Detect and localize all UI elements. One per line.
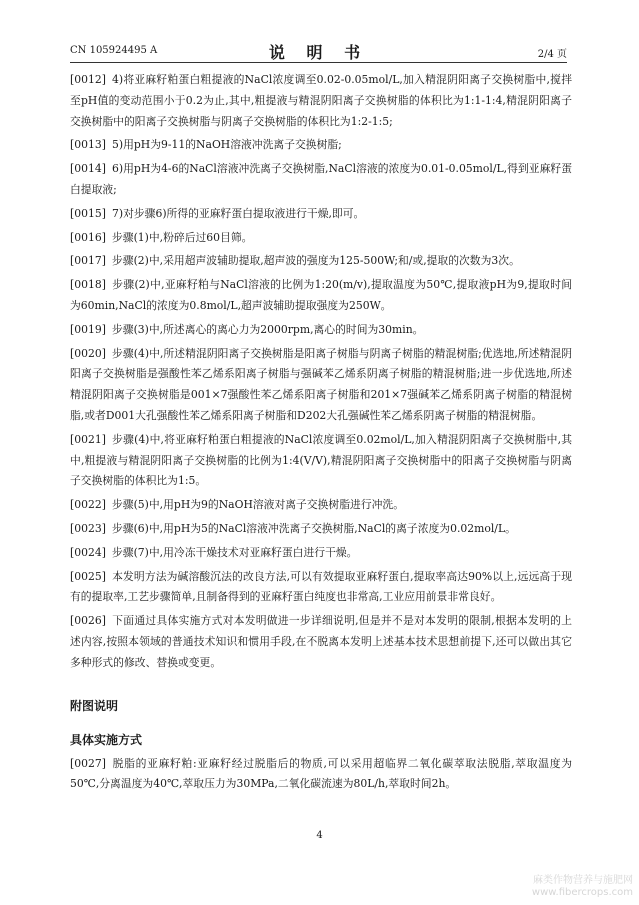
- watermark-line-1: 麻类作物营养与施肥网: [533, 875, 633, 886]
- paragraph: [70, 543, 572, 564]
- paragraph-text: 步骤(7)中,用冷冻干燥技术对亚麻籽蛋白进行干燥。: [112, 545, 358, 559]
- paragraph-number: [0024]: [70, 545, 106, 559]
- paragraph-number: [0018]: [70, 278, 106, 292]
- paragraph: [70, 251, 572, 272]
- section-heading-embodiments: 具体实施方式: [70, 732, 143, 747]
- paragraph-text: 7)对步骤6)所得的亚麻籽蛋白提取液进行干燥,即可。: [112, 206, 365, 220]
- paragraph: [70, 275, 572, 317]
- paragraph-number: [0016]: [70, 230, 106, 244]
- document-title: 说 明 书: [268, 43, 369, 62]
- paragraph-number: [0013]: [70, 138, 106, 152]
- document-body: [70, 70, 572, 798]
- paragraph: [70, 754, 572, 796]
- paragraph-number: [0022]: [70, 498, 106, 512]
- paragraph-number: [0025]: [70, 569, 106, 583]
- paragraph-number: [0019]: [70, 322, 106, 336]
- paragraph-text: 4)将亚麻籽粕蛋白粗提液的NaCl浓度调至0.02-0.05mol/L,加入精混阴阳离子交换树脂中,搅拌至pH值的变动范围小于0.2为止,其中,粗提液与精混阴阳离子交换树脂的体积比为1:1-1:4,精混阴阳离子交换树脂中的阳离子交换树脂与阴离子交换树脂的体积比为1:2-1:5;: [70, 73, 572, 128]
- paragraph-number: [0015]: [70, 206, 106, 220]
- paragraph: [70, 430, 572, 492]
- paragraph: [70, 320, 572, 341]
- watermark: [532, 875, 633, 899]
- paragraph-text: 步骤(3)中,所述离心的离心力为2000rpm,离心的时间为30min。: [112, 322, 424, 336]
- paragraph: [70, 135, 572, 156]
- paragraphs-block-a: [70, 70, 572, 674]
- paragraph-text: 下面通过具体实施方式对本发明做进一步详细说明,但是并不是对本发明的限制,根据本发明的上述内容,按照本领域的普通技术知识和惯用手段,在不脱离本发明上述基本技术思想前提下,还可以做出其它多种形式的修改、替换或变更。: [70, 614, 572, 669]
- paragraph-number: [0017]: [70, 254, 106, 268]
- section-heading-figures: 附图说明: [70, 698, 119, 713]
- paragraph: [70, 228, 572, 249]
- paragraph: [70, 567, 572, 609]
- paragraph: [70, 204, 572, 225]
- watermark-line-2: www.fibercrops.com: [531, 887, 633, 898]
- paragraphs-block-b: [70, 754, 572, 796]
- paragraph-number: [0021]: [70, 432, 106, 446]
- page-header: [70, 40, 567, 62]
- paragraph: [70, 70, 572, 132]
- paragraph: [70, 611, 572, 673]
- paragraph: [70, 344, 572, 427]
- paragraph: [70, 495, 572, 516]
- paragraph-text: 5)用pH为9-11的NaOH溶液冲洗离子交换树脂;: [112, 138, 342, 152]
- paragraph-number: [0012]: [70, 73, 106, 86]
- paragraph-text: 脱脂的亚麻籽粕:亚麻籽经过脱脂后的物质,可以采用超临界二氧化碳萃取法脱脂,萃取温度为50℃,分离温度为40℃,萃取压力为30MPa,二氧化碳流速为80L/h,萃取时间2h。: [70, 756, 572, 791]
- page-count: 2/4 页: [537, 49, 567, 60]
- header-divider: [70, 62, 567, 63]
- paragraph: [70, 159, 572, 201]
- paragraph-text: 步骤(2)中,亚麻籽粕与NaCl溶液的比例为1:20(m/v),提取温度为50℃,提取液pH为9,提取时间为60min,NaCl的浓度为0.8mol/L,超声波辅助提取强度为250W。: [70, 278, 572, 312]
- paragraph-number: [0023]: [70, 521, 106, 535]
- paragraph-text: 步骤(4)中,所述精混阴阳离子交换树脂是阳离子树脂与阴离子树脂的精混树脂;优选地,所述精混阴阳离子交换树脂是强酸性苯乙烯系阳离子树脂与强碱苯乙烯系阴离子树脂的精混树脂;进一步优选地,所述精混阴阳离子交换树脂是001×7强酸性苯乙烯系阳离子树脂和201×7强碱苯乙烯系阴离子树脂的精混树脂,或者D001大孔强酸性苯乙烯系阳离子树脂和D202大孔强碱性苯乙烯系阴离子树脂的精混树脂。: [70, 346, 572, 422]
- paragraph-text: 6)用pH为4-6的NaCl溶液冲洗离子交换树脂,NaCl溶液的浓度为0.01-0.05mol/L,得到亚麻籽蛋白提取液;: [70, 162, 572, 196]
- publication-number: CN 105924495 A: [70, 45, 158, 56]
- paragraph-number: [0026]: [70, 614, 106, 628]
- paragraph: [70, 519, 572, 540]
- paragraph-text: 步骤(5)中,用pH为9的NaOH溶液对离子交换树脂进行冲洗。: [112, 498, 405, 512]
- paragraph-text: 步骤(4)中,将亚麻籽粕蛋白粗提液的NaCl浓度调至0.02mol/L,加入精混阴阳离子交换树脂中,其中,粗提液与精混阴阳离子交换树脂的比例为1:4(V/V),精混阴阳离子交换树脂中的阳离子交换树脂与阴离子交换树脂的体积比为1:5。: [70, 432, 572, 488]
- paragraph-number: [0020]: [70, 346, 106, 360]
- paragraph-text: 步骤(6)中,用pH为5的NaCl溶液冲洗离子交换树脂,NaCl的离子浓度为0.02mol/L。: [112, 521, 516, 535]
- paragraph-text: 本发明方法为碱溶酸沉法的改良方法,可以有效提取亚麻籽蛋白,提取率高达90%以上,远远高于现有的提取率,工艺步骤简单,且制备得到的亚麻籽蛋白纯度也非常高,工业应用前景非常良好。: [70, 569, 572, 604]
- paragraph-number: [0027]: [70, 756, 106, 770]
- paragraph-text: 步骤(2)中,采用超声波辅助提取,超声波的强度为125-500W;和/或,提取的次数为3次。: [112, 254, 520, 268]
- paragraph-number: [0014]: [70, 162, 106, 176]
- page-number: 4: [316, 830, 323, 841]
- paragraph-text: 步骤(1)中,粉碎后过60目筛。: [112, 230, 253, 244]
